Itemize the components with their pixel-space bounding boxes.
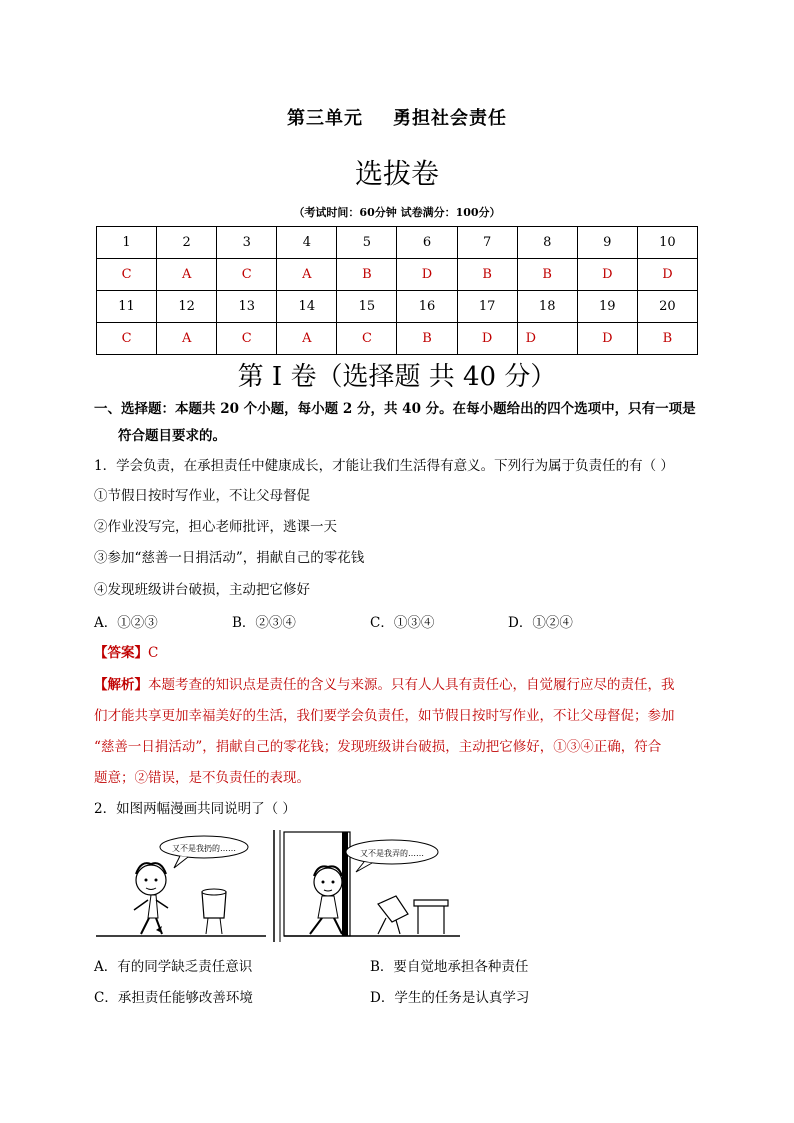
answer-cell: D (577, 259, 637, 291)
question-number: 11 (97, 291, 157, 323)
option-c: C．承担责任能够改善环境 (94, 990, 253, 1006)
answer-value: C (148, 645, 159, 661)
question-number: 4 (277, 227, 337, 259)
option-a: A．①②③ (94, 615, 158, 631)
question-number: 3 (217, 227, 277, 259)
question-1-item: ②作业没写完，担心老师批评，逃课一天 (94, 519, 337, 535)
question-number: 8 (517, 227, 577, 259)
instruction-line-2: 符合题目要求的。 (118, 428, 226, 444)
answer-cell: A (157, 323, 217, 355)
speech-bubble-right: 又不是我弄的…… (360, 849, 424, 858)
unit-name: 勇担社会责任 (393, 108, 507, 129)
question-number: 13 (217, 291, 277, 323)
cartoon-image (96, 830, 460, 942)
table-row (97, 291, 698, 323)
question-1-item: ④发现班级讲台破损，主动把它修好 (94, 582, 310, 598)
table-row (97, 323, 698, 355)
exam-info: （考试时间：60分钟 试卷满分：100分） (293, 206, 501, 219)
question-number: 2 (157, 227, 217, 259)
question-number: 7 (457, 227, 517, 259)
answer-cell: D (637, 259, 697, 291)
option-b: B．②③④ (232, 615, 296, 631)
question-number: 19 (577, 291, 637, 323)
answer-cell: D (577, 323, 637, 355)
answer-cell: A (277, 323, 337, 355)
answer-cell: A (277, 259, 337, 291)
question-1-stem: 1．学会负责，在承担责任中健康成长，才能让我们生活得有意义。下列行为属于负责任的有（ ） (94, 458, 674, 474)
answer-line (94, 643, 158, 663)
question-number: 15 (337, 291, 397, 323)
option-b: B．要自觉地承担各种责任 (370, 959, 529, 975)
instruction-label: 一、选择题： (94, 401, 175, 417)
analysis-line: 们才能共享更加幸福美好的生活，我们要学会负责任，如节假日按时写作业，不让父母督促；参加 (94, 708, 675, 724)
option-d: D．①②④ (508, 615, 573, 631)
option-d: D．学生的任务是认真学习 (370, 990, 530, 1006)
answer-cell: D (457, 323, 517, 355)
answer-cell: B (457, 259, 517, 291)
question-number: 12 (157, 291, 217, 323)
answer-table (96, 226, 698, 355)
answer-cell: D (517, 323, 577, 355)
question-number: 6 (397, 227, 457, 259)
answer-cell: A (157, 259, 217, 291)
question-number: 18 (517, 291, 577, 323)
instruction-line (94, 399, 696, 419)
answer-cell: D (397, 259, 457, 291)
question-number: 10 (637, 227, 697, 259)
analysis-line: “慈善一日捐活动”，捐献自己的零花钱；发现班级讲台破损，主动把它修好，①③④正确，符合 (94, 739, 662, 755)
answer-cell: C (97, 323, 157, 355)
question-number: 20 (637, 291, 697, 323)
answer-cell: B (397, 323, 457, 355)
analysis-line (94, 675, 675, 695)
answer-cell: C (217, 323, 277, 355)
answer-cell: C (337, 323, 397, 355)
instruction-text: 本题共 20 个小题，每小题 2 分，共 40 分。在每小题给出的四个选项中，只有一项是 (175, 401, 696, 417)
speech-bubble-left: 又不是我扔的…… (172, 844, 236, 853)
option-a: A．有的同学缺乏责任意识 (94, 959, 253, 975)
cartoon-right-panel (284, 832, 460, 936)
unit-title (0, 104, 794, 130)
question-number: 5 (337, 227, 397, 259)
question-number: 17 (457, 291, 517, 323)
analysis-label: 【解析】 (94, 677, 148, 693)
analysis-text: 本题考查的知识点是责任的含义与来源。只有人人具有责任心，自觉履行应尽的责任，我 (148, 677, 675, 693)
answer-cell: C (97, 259, 157, 291)
analysis-line: 题意；②错误，是不负责任的表现。 (94, 770, 310, 786)
question-number: 16 (397, 291, 457, 323)
answer-cell: B (637, 323, 697, 355)
page-title: 选拔卷 (354, 157, 439, 190)
question-1-item: ①节假日按时写作业，不让父母督促 (94, 488, 310, 504)
table-row (97, 227, 698, 259)
answer-cell: C (217, 259, 277, 291)
option-c: C．①③④ (370, 615, 435, 631)
question-number: 14 (277, 291, 337, 323)
section-title: 第 I 卷（选择题 共 40 分） (237, 362, 557, 392)
question-number: 1 (97, 227, 157, 259)
question-1-item: ③参加“慈善一日捐活动”，捐献自己的零花钱 (94, 550, 365, 566)
unit-label: 第三单元 (287, 108, 363, 129)
question-2-stem: 2．如图两幅漫画共同说明了（ ） (94, 801, 296, 817)
answer-label: 【答案】 (94, 645, 148, 661)
cartoon-left-panel (96, 836, 266, 936)
answer-cell: B (337, 259, 397, 291)
table-row (97, 259, 698, 291)
question-number: 9 (577, 227, 637, 259)
answer-cell: B (517, 259, 577, 291)
